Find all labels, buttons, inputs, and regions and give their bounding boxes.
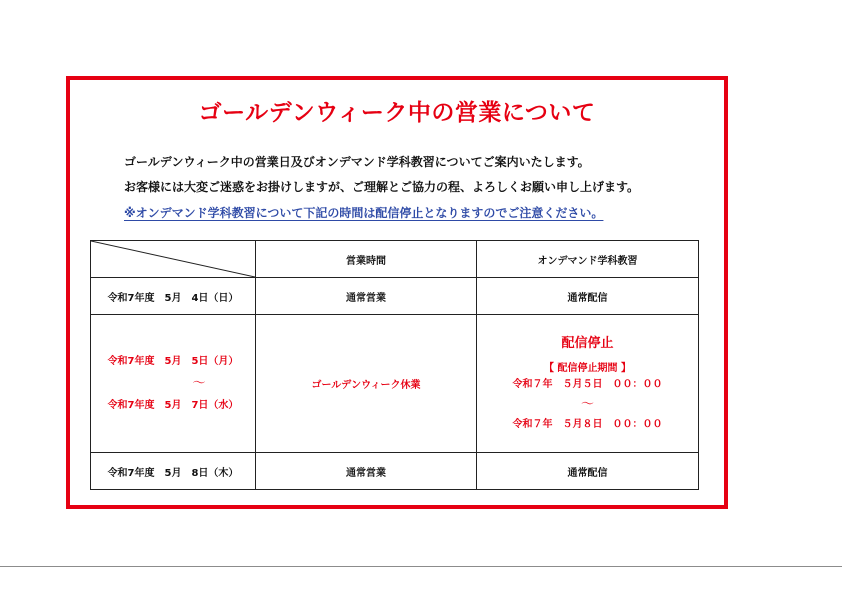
page-bottom-divider — [0, 566, 842, 567]
schedule-table — [90, 240, 699, 490]
diagonal-divider — [91, 241, 255, 277]
row-stop-info — [477, 315, 699, 453]
row-date: 令和7年度 5月 4日（日） — [91, 278, 256, 315]
intro-line-1: ゴールデンウィーク中の営業日及びオンデマンド学科教習についてご案内いたします。 — [124, 155, 590, 169]
notice-frame — [66, 76, 728, 509]
table-row — [91, 453, 699, 490]
header-business-hours: 営業時間 — [256, 241, 477, 278]
header-on-demand: オンデマンド学科教習 — [477, 241, 699, 278]
table-row — [91, 278, 699, 315]
intro-line-2: お客様には大変ご迷惑をお掛けしますが、ご理解とご協力の程、よろしくお願い申し上げます。 — [124, 180, 640, 194]
stop-to: 令和７年 ５月８日 ００：００ — [512, 418, 663, 430]
row-date-range — [91, 315, 256, 453]
header-corner-cell — [91, 241, 256, 278]
row-business-status: 通常営業 — [256, 453, 477, 490]
table-row-closed — [91, 315, 699, 453]
notice-title: ゴールデンウィーク中の営業について — [198, 100, 596, 126]
stop-tilde: ～ — [580, 396, 594, 412]
row-business-closed: ゴールデンウィーク休業 — [256, 315, 477, 453]
date-to: 令和7年度 5月 7日（水） — [107, 399, 239, 411]
stop-title: 配信停止 — [561, 335, 614, 351]
date-from: 令和7年度 5月 5日（月） — [107, 355, 239, 367]
stop-from: 令和７年 ５月５日 ００：００ — [512, 378, 663, 390]
caution-link[interactable]: ※オンデマンド学科教習について下記の時間は配信停止となりますのでご注意ください。 — [124, 206, 604, 220]
row-date: 令和7年度 5月 8日（木） — [91, 453, 256, 490]
row-on-demand-status: 通常配信 — [477, 278, 699, 315]
date-tilde: ～ — [192, 375, 206, 391]
row-business-status: 通常営業 — [256, 278, 477, 315]
table-header-row — [91, 241, 699, 278]
stop-period-label: 【 配信停止期間 】 — [544, 362, 631, 374]
row-on-demand-status: 通常配信 — [477, 453, 699, 490]
